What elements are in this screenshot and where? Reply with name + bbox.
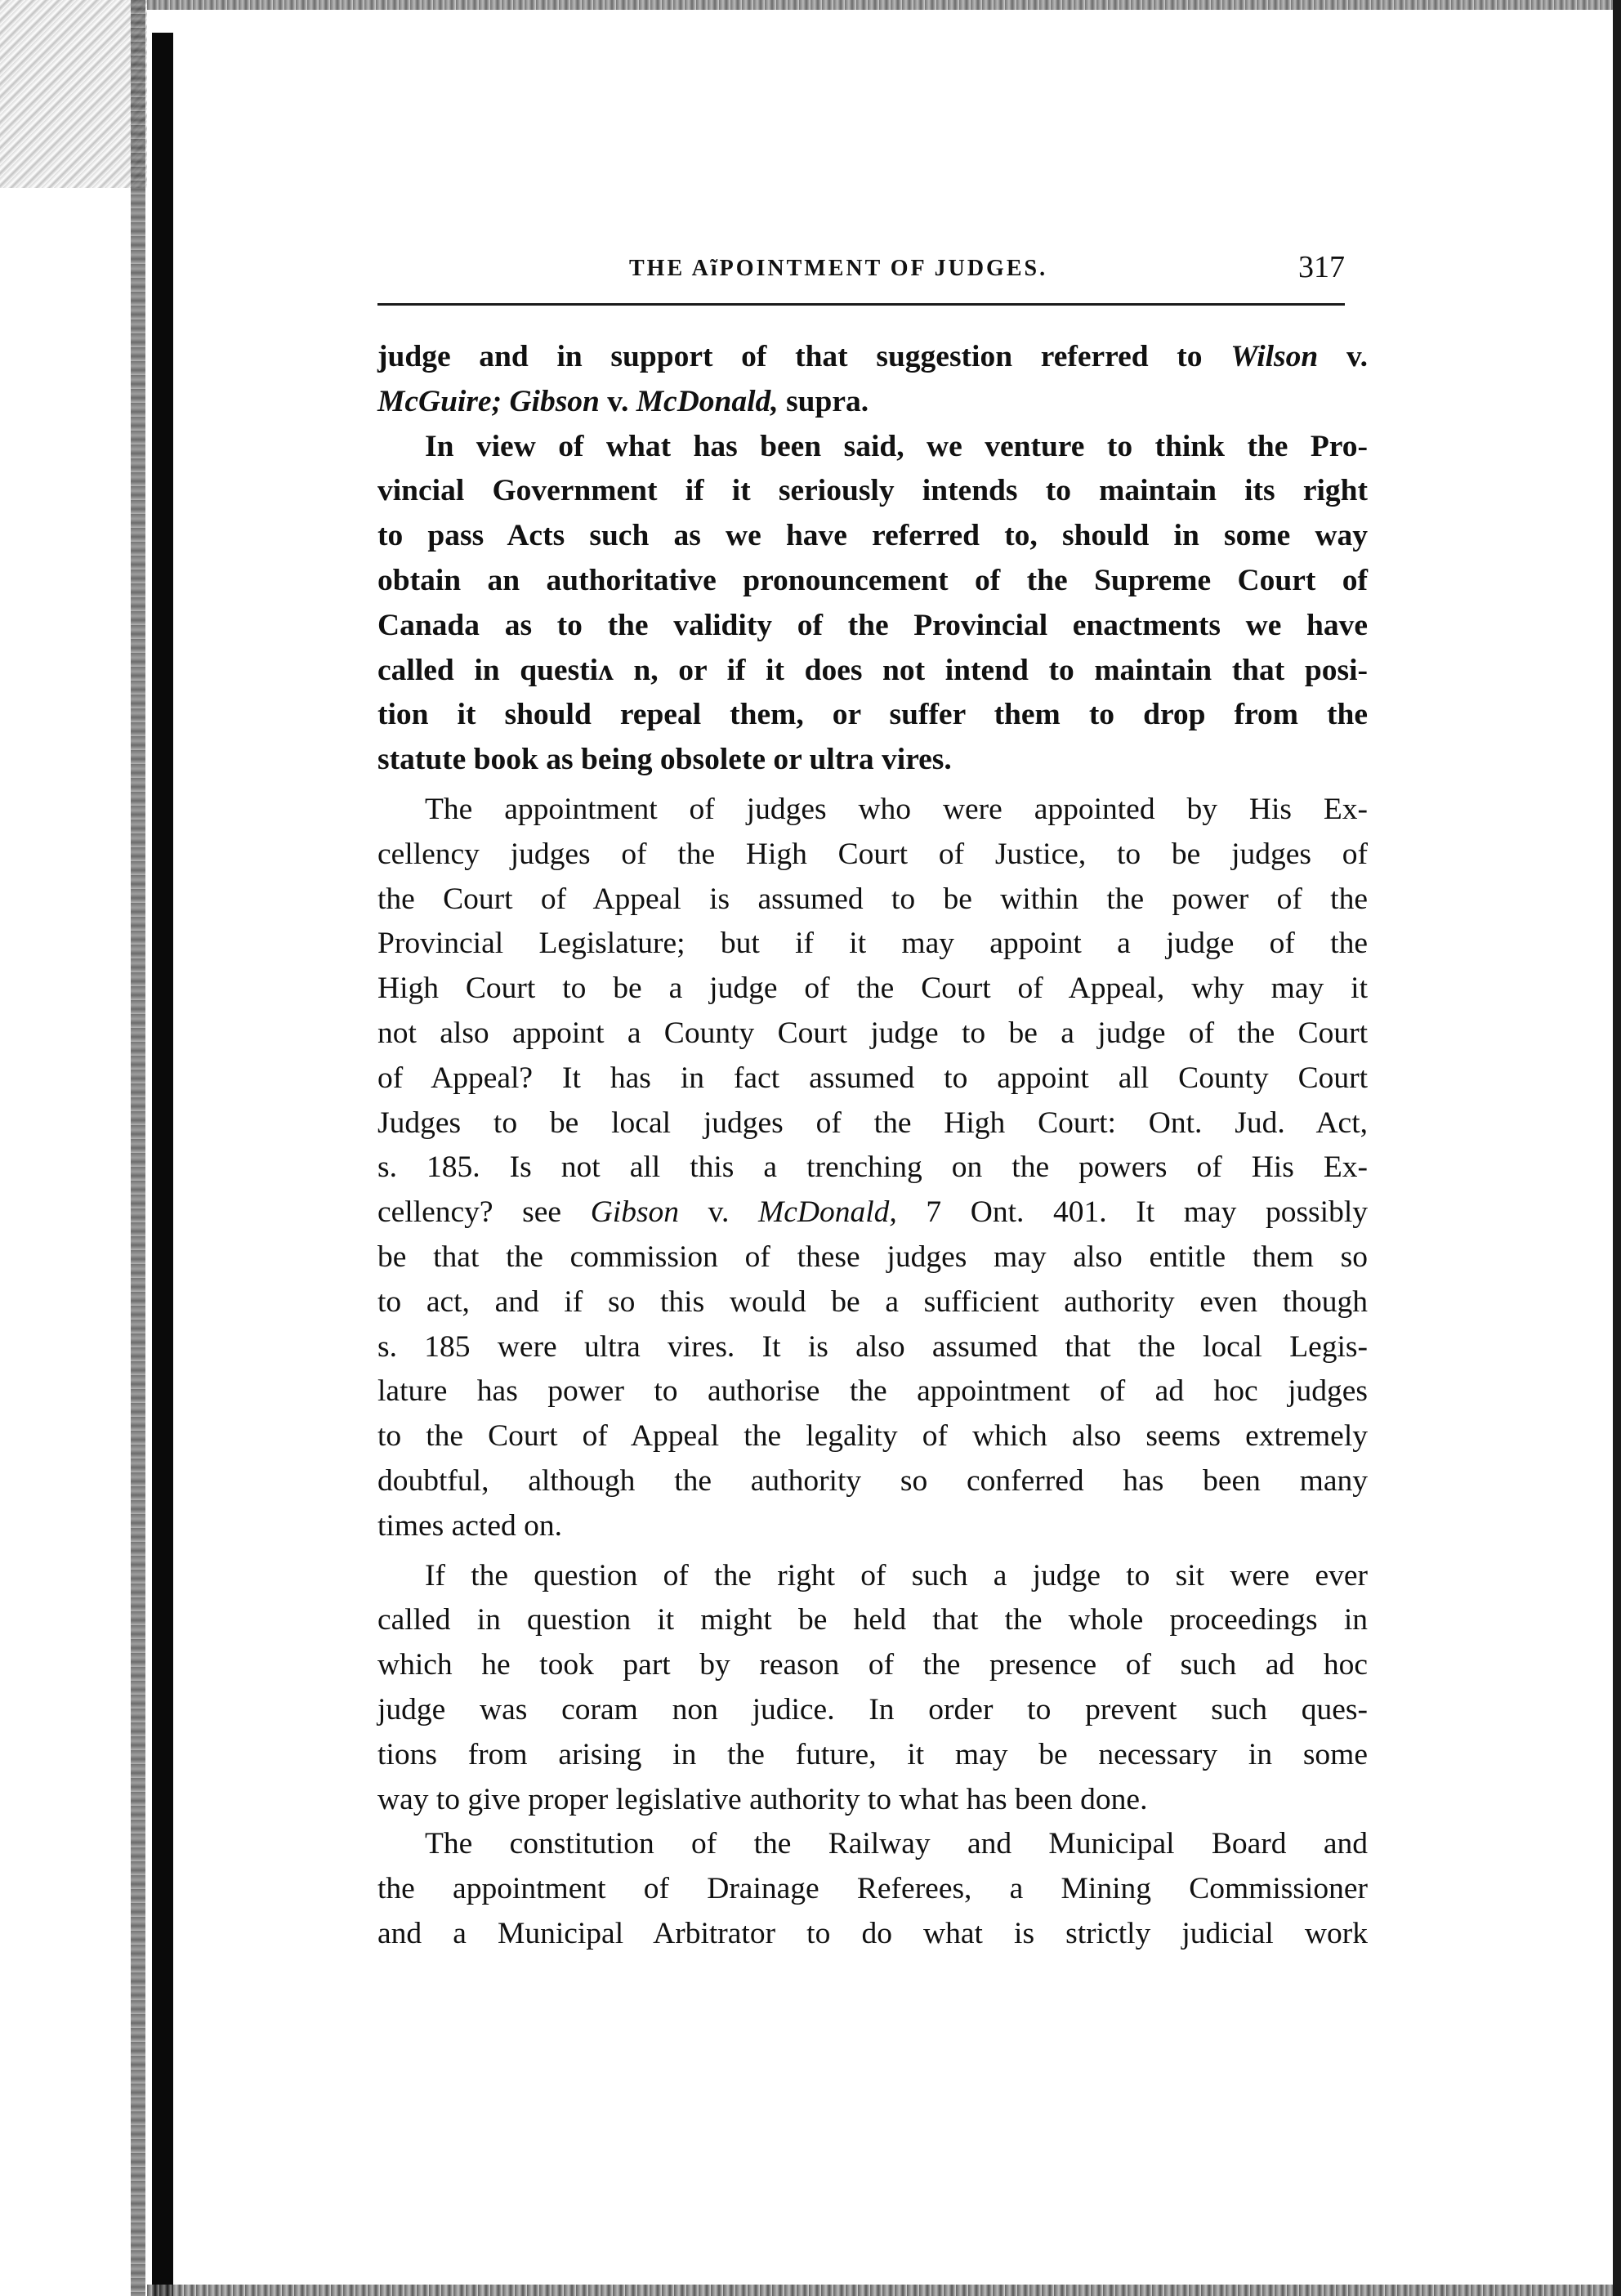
text-line: way to give proper legislative authority to what has been done. (377, 1782, 1148, 1816)
text-line (377, 380, 1368, 425)
page-number: 317 (1298, 250, 1345, 284)
text-line: In view of what has been said, we venture to think the Pro- (425, 429, 1368, 463)
case-name: Wilson (1230, 340, 1319, 373)
text-line: not also appoint a County Court judge to be a judge of the Court (377, 1016, 1368, 1050)
text-line: The constitution of the Railway and Municipal Board and (425, 1827, 1368, 1861)
text-line: The appointment of judges who were appointed by His Ex- (425, 792, 1368, 826)
text-line: to the Court of Appeal the legality of which also seems extremely (377, 1419, 1368, 1454)
text-span: 7 Ont. 401. It may possibly (896, 1195, 1368, 1230)
text-line: be that the commission of these judges may also entitle them so (377, 1240, 1368, 1274)
text-line: the Court of Appeal is assumed to be within the power of the (377, 882, 1368, 916)
case-name: McDonald, (636, 384, 779, 418)
paragraph-3 (377, 788, 1368, 1549)
text-line (377, 335, 1368, 380)
text-line (377, 1190, 1368, 1235)
header-rule (377, 303, 1345, 306)
text-line: times acted on. (377, 1508, 562, 1543)
scan-edge-shadow (131, 0, 145, 2296)
binding-edge (152, 33, 173, 2296)
text-line: of Appeal? It has in fact assumed to appoint all County Court (377, 1061, 1368, 1095)
text-line: Canada as to the validity of the Provincial enactments we have (377, 608, 1368, 642)
scan-edge-bottom (147, 2285, 1621, 2296)
text-line: lature has power to authorise the appointment of ad hoc judges (377, 1374, 1368, 1409)
text-span: v. (1318, 340, 1369, 373)
text-line: the appointment of Drainage Referees, a Mining Commissioner (377, 1872, 1368, 1906)
text-span: v. (679, 1195, 758, 1230)
paragraph-5 (377, 1822, 1368, 1956)
scan-edge-top (147, 0, 1621, 10)
scan-edge-right (1613, 0, 1621, 2296)
running-title: THE AĩPOINTMENT OF JUDGES. (629, 256, 1048, 281)
text-line: doubtful, although the authority so conferred has been many (377, 1463, 1368, 1498)
text-span: cellency? see (377, 1195, 591, 1230)
text-line: statute book as being obsolete or ultra vires. (377, 743, 952, 777)
text-line: tion it should repeal them, or suffer them to drop from the (377, 698, 1368, 732)
body-text (377, 335, 1368, 1957)
text-line: which he took part by reason of the presence of such ad hoc (377, 1648, 1368, 1682)
text-span: v. (599, 384, 636, 418)
paragraph-4 (377, 1554, 1368, 1823)
text-line: and a Municipal Arbitrator to do what is strictly judicial work (377, 1916, 1368, 1950)
text-line: s. 185. Is not all this a trenching on the powers of His Ex- (377, 1150, 1368, 1185)
text-span: judge and in support of that suggestion referred to (377, 340, 1231, 373)
text-line: If the question of the right of such a judge to sit were ever (425, 1558, 1368, 1592)
running-head (377, 249, 1345, 306)
text-line: to pass Acts such as we have referred to, should in some way (377, 519, 1368, 553)
text-line: judge was coram non judice. In order to prevent such ques- (377, 1692, 1368, 1726)
text-line: to act, and if so this would be a sufficient authority even though (377, 1284, 1368, 1319)
paragraph-2 (377, 425, 1368, 783)
case-name: McGuire; Gibson (377, 384, 600, 418)
text-span: supra. (778, 384, 869, 418)
case-name: Gibson (590, 1195, 680, 1230)
text-line: s. 185 were ultra vires. It is also assumed that the local Legis- (377, 1329, 1368, 1364)
scan-noise-corner (0, 0, 147, 188)
text-line: Judges to be local judges of the High Court: Ont. Jud. Act, (377, 1106, 1368, 1140)
text-line: High Court to be a judge of the Court of Appeal, why may it (377, 972, 1368, 1006)
text-line: called in questiʌ n, or if it does not intend to maintain that posi- (377, 653, 1368, 687)
case-name: McDonald, (757, 1195, 897, 1230)
paragraph-1 (377, 335, 1368, 425)
text-line: tions from arising in the future, it may be necessary in some (377, 1737, 1368, 1771)
text-line: Provincial Legislature; but if it may appoint a judge of the (377, 927, 1368, 961)
text-line: called in question it might be held that the whole proceedings in (377, 1603, 1368, 1637)
text-line: obtain an authoritative pronouncement of the Supreme Court of (377, 563, 1368, 597)
text-line: vincial Government if it seriously intends to maintain its right (377, 474, 1368, 508)
text-line: cellency judges of the High Court of Justice, to be judges of (377, 837, 1368, 871)
